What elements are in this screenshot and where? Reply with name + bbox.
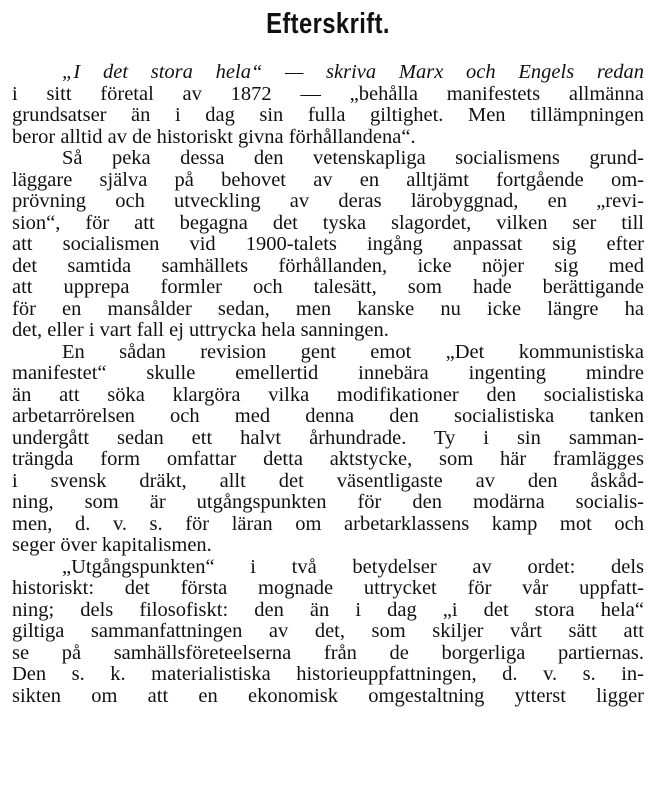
text-line: trängda form omfattar detta aktstycke, som här framlägges [12,449,644,470]
text-line: men, d. v. s. för läran om arbetarklassens kamp mot och [12,513,644,535]
text-line: för en mansålder sedan, men kanske nu icke längre ha [12,298,644,320]
text-line: läggare själva på behovet av en alltjämt fortgående om- [12,169,644,191]
text-line: Så peka dessa den vetenskapliga socialismens grund- [62,148,644,169]
text-line: arbetarrörelsen och med denna den socialistiska tanken [12,406,644,427]
text-line-content: „I det stora hela“ — skriva Marx och Engels redan [62,62,644,83]
text-line: det samtida samhällets förhållanden, icke nöjer sig med [12,255,644,277]
text-line: sikten om att en ekonomisk omgestaltning ytterst ligger [12,685,644,707]
text-line: sion“, för att begagna det tyska slagordet, vilken ser till [12,212,644,234]
text-line: det, eller i vart fall ej uttrycka hela sanningen. [12,320,389,341]
text-line: i sitt företal av 1872 — „behålla manifestets allmänna [12,83,644,105]
text-line: manifestet“ skulle emellertid innebära ingenting mindre [12,363,644,384]
text-line [12,62,644,84]
text-line: grundsatser än i dag sin fulla giltighet. Men tillämpningen [12,105,644,126]
text-line: En sådan revision gent emot „Det kommunistiska [62,341,644,363]
text-line: historiskt: det första mognade uttrycket för vår uppfatt- [12,578,644,599]
text-line: prövning och utveckling av deras lärobyggnad, en „revi- [12,191,644,212]
text-line: se på samhällsföreteelserna från de borgerliga partiernas. [12,642,644,664]
text-line: seger över kapitalismen. [12,535,212,556]
text-line: beror alltid av de historiskt givna förhållandena“. [12,126,416,148]
text-line: än att söka klargöra vilka modifikationer den socialistiska [12,384,644,406]
text-line: i svensk dräkt, allt det väsentligaste av den åskåd- [12,470,644,492]
text-line: giltiga sammanfattningen av det, som skiljer vårt sätt att [12,621,644,642]
document-title: Efterskrift. [266,8,390,40]
text-line: att socialismen vid 1900-talets ingång anpassat sig efter [12,234,644,255]
text-line: ning; dels filosofiskt: den än i dag „i det stora hela“ [12,599,644,621]
text-line: undergått sedan ett halvt århundrade. Ty i sin samman- [12,427,644,449]
text-line: Den s. k. materialistiska historieuppfattningen, d. v. s. in- [12,664,644,685]
text-line: att upprepa formler och talesätt, som hade berättigande [12,277,644,298]
text-line: „Utgångspunkten“ i två betydelser av ordet: dels [62,556,644,578]
body-text [12,62,644,707]
text-line: ning, som är utgångspunkten för den modärna socialis- [12,492,644,513]
